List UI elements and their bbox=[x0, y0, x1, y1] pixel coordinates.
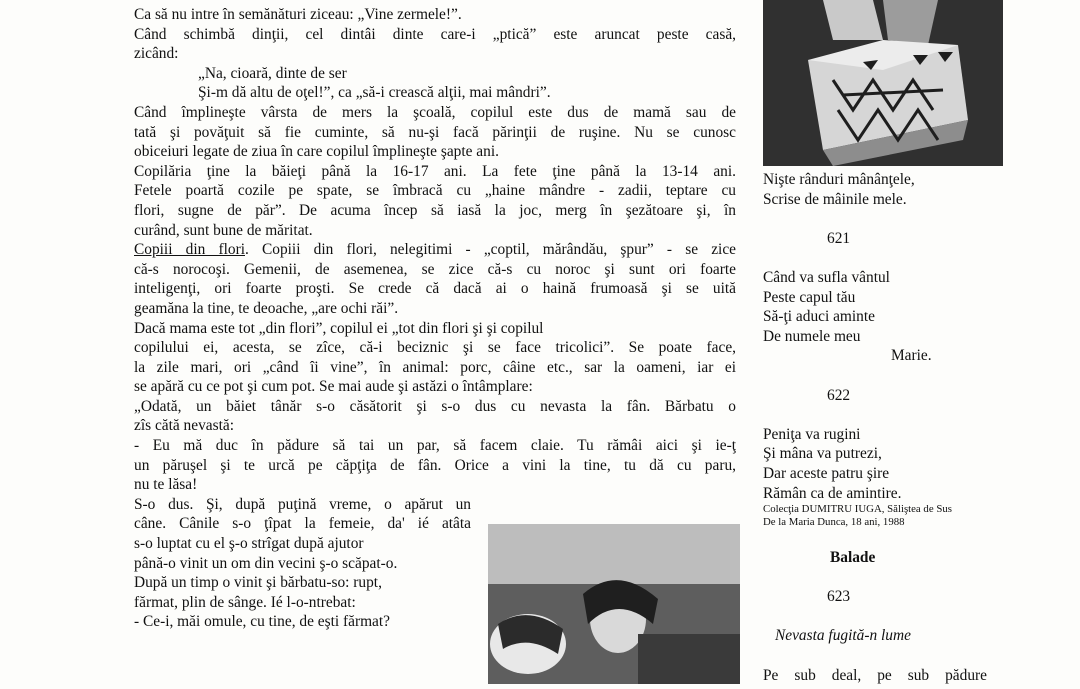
text-line: Dacă mama este tot „din flori”, copilul ei „tot din flori şi şi copilul bbox=[134, 319, 544, 337]
text-line: inteligenţi, ori foarte proşti. Se crede că dacă ai o haină frumoasă şi se uită bbox=[134, 280, 736, 298]
poem-number: 622 bbox=[827, 386, 851, 404]
section-heading: Copiii din flori bbox=[134, 241, 245, 259]
text-line: tată şi povăţuit să fie cuminte, să nu-şi facă părinţii de ruşine. Nu se cunosc bbox=[134, 123, 736, 141]
ballad-title: Nevasta fugită-n lume bbox=[775, 627, 911, 645]
collection-credit: De la Maria Dunca, 18 ani, 1988 bbox=[763, 515, 905, 528]
collection-credit: Colecţia DUMITRU IUGA, Săliştea de Sus bbox=[763, 503, 952, 516]
text-line: flori, sugne de păr”. De acuma încep să iasă la joc, merg în şezătoare şi, în bbox=[134, 201, 736, 219]
right-text-column bbox=[763, 170, 1063, 685]
text-line: câne. Cânile s-o ţîpat la femeie, da' ié atâta bbox=[134, 515, 471, 533]
text-line: Fetele poartă cozile pe spate, se îmbracă cu „haine mândre - zadii, teptare cu bbox=[134, 182, 736, 200]
people-photo bbox=[488, 524, 740, 684]
text-line: că-s norocoşi. Gemenii, de asemenea, se zice că-s cu noroc şi sunt ori foarte bbox=[134, 260, 736, 278]
poem-line: Rămân ca de amintire. bbox=[763, 484, 902, 502]
text-line: Ca să nu intre în semănături ziceau: „Vine zermele!”. bbox=[134, 6, 462, 23]
text-line: copilului ei, acesta, se zîce, că-i beciznic şi se face tricolici”. Se poate face, bbox=[134, 339, 736, 357]
poem-line: Dar aceste patru şire bbox=[763, 464, 890, 482]
poem-line: Scrise de mâinile mele. bbox=[763, 190, 907, 208]
text-line: S-o dus. Şi, după puţină vreme, o apărut un bbox=[134, 495, 471, 513]
poem-signature: Marie. bbox=[891, 347, 932, 365]
text-line: s-o luptat cu el ş-o strîgat după ajutor bbox=[134, 535, 364, 553]
section-title: Balade bbox=[830, 549, 876, 567]
text-line: nu te lăsa! bbox=[134, 476, 198, 494]
text-line: Când împlineşte vârsta de mers la şcoală, copilul este dus de mamă sau de bbox=[134, 103, 736, 121]
poem-line: Când va sufla vântul bbox=[763, 268, 890, 286]
text-line: „Odată, un băiet tânăr s-o căsătorit şi s-o dus cu nevasta la fân. Bărbatu o bbox=[134, 397, 736, 415]
text-line: Copilăria ţine la băieţi până la 16-17 ani. La fete ţine până la 13-14 ani. bbox=[134, 162, 736, 180]
ballad-first-line: Pe sub deal, pe sub pădure bbox=[763, 666, 987, 684]
text-line: un păruşel şi te urcă pe căpţiţa de fân. Orice a vini la tine, tu dă cu paru, bbox=[134, 456, 736, 474]
poem-number: 623 bbox=[827, 588, 851, 606]
poem-line: Peste capul tău bbox=[763, 288, 856, 306]
text-line: zîs cătă nevastă: bbox=[134, 417, 234, 435]
text-line: - Ce-i, măi omule, cu tine, de eşti fărmat? bbox=[134, 613, 390, 631]
text-line: fărmat, plin de sânge. Ié l-o-ntrebat: bbox=[134, 593, 356, 611]
text-line: curând, sunt bune de măritat. bbox=[134, 221, 313, 239]
text-line: După un timp o vinit şi bărbatu-so: rupt, bbox=[134, 574, 382, 592]
text-line: obiceiuri legate de ziua în care copilul împlineşte şapte ani. bbox=[134, 143, 499, 161]
poem-line: Să-ţi aduci aminte bbox=[763, 308, 875, 326]
poem-line: Peniţa va rugini bbox=[763, 425, 861, 443]
text-line: la zile mari, ori „când îi vine”, în animal: porc, câine etc., sar la oameni, iar ei bbox=[134, 358, 736, 376]
poem-line: De numele meu bbox=[763, 327, 861, 345]
text-line: zicând: bbox=[134, 45, 179, 63]
text-line: geamăna la tine, te deoache, „are ochi răi”. bbox=[134, 299, 399, 317]
poem-line: Şi mâna va putrezi, bbox=[763, 445, 882, 463]
text-line: - Eu mă duc în pădure să tai un par, să facem claie. Tu rămâi aici şi ie-ţ bbox=[134, 437, 736, 455]
text-line: până-o vinit un om din vecini ş-o scăpat-o. bbox=[134, 554, 398, 572]
text-line: se apără cu ce pot şi cum pot. Se mai aude şi astăzi o întâmplare: bbox=[134, 378, 533, 396]
text-line: „Na, cioară, dinte de ser bbox=[198, 64, 347, 82]
people-photo-drawing bbox=[488, 524, 740, 684]
textile-photo bbox=[763, 0, 1003, 166]
poem-number: 621 bbox=[827, 229, 851, 247]
poem-line: Nişte rânduri mânânţele, bbox=[763, 171, 915, 188]
text-line: Când schimbă dinţii, cel dintâi dinte care-i „ptică” este aruncat peste casă, bbox=[134, 25, 736, 43]
text-line: Şi-m dă altu de oţel!”, ca „să-i crească alţii, mai mândri”. bbox=[198, 84, 551, 102]
textile-photo-drawing bbox=[763, 0, 1003, 166]
text-line: Copiii din flori. Copiii din flori, nelegitimi - „coptil, mărândău, şpur” - se zice bbox=[134, 241, 736, 259]
